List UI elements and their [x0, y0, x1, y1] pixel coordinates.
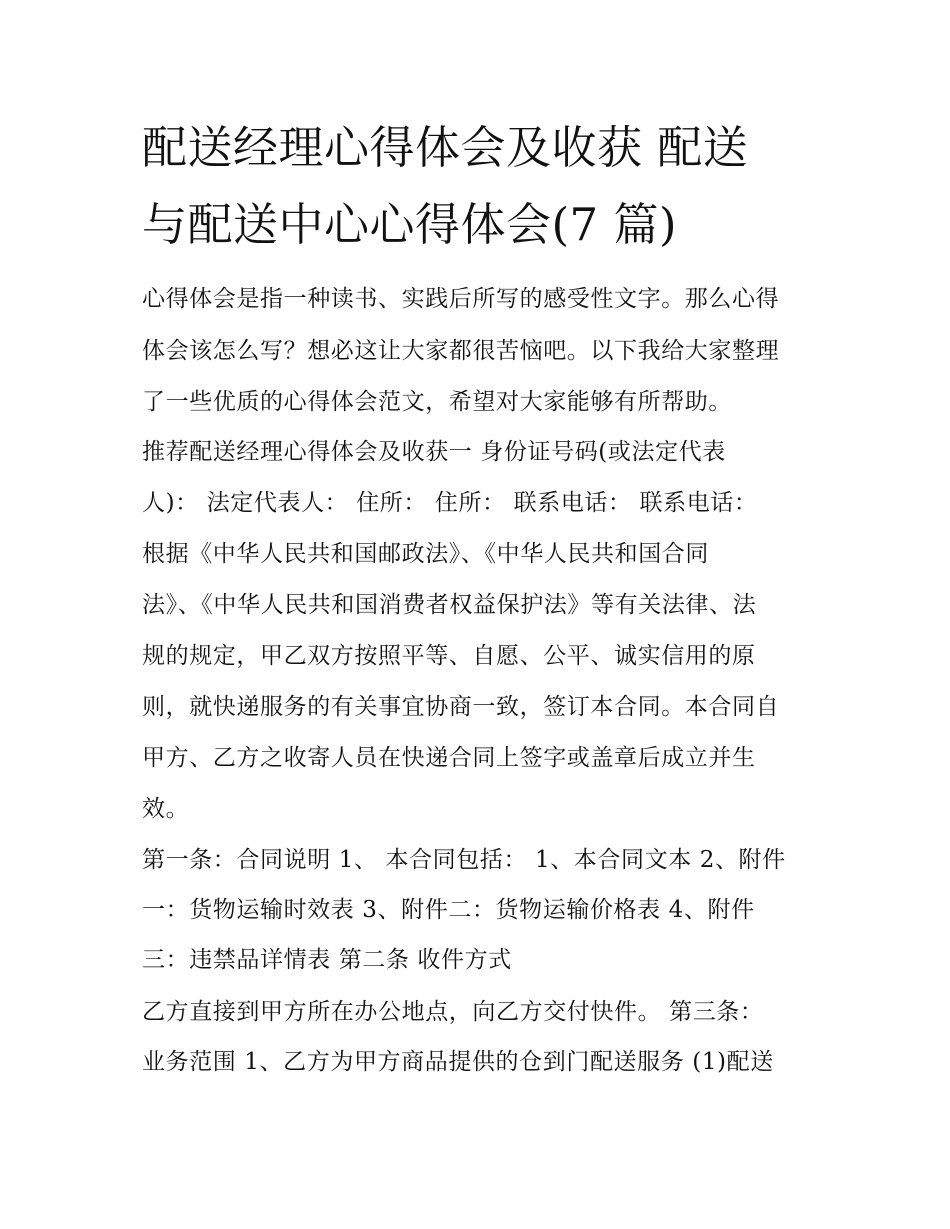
body-line-13: 一：货物运输时效表 3、附件二：货物运输价格表 4、附件: [142, 897, 755, 923]
body-line-5: 人)： 法定代表人： 住所： 住所： 联系电话： 联系电话：: [142, 490, 758, 516]
body-line-6: 根据《中华人民共和国邮政法》、《中华人民共和国合同: [142, 541, 709, 567]
body-line-10: 甲方、乙方之收寄人员在快递合同上签字或盖章后成立并生: [142, 745, 756, 771]
body-line-8: 规的规定，甲乙双方按照平等、自愿、公平、诚实信用的原: [142, 643, 756, 669]
body-line-4: 推荐配送经理心得体会及收获一 身份证号码(或法定代表: [142, 439, 726, 465]
body-line-9: 则，就快递服务的有关事宜协商一致，签订本合同。本合同自: [142, 694, 780, 720]
body-line-14: 三：违禁品详情表 第二条 收件方式: [142, 947, 512, 973]
body-line-3: 了一些优质的心得体会范文，希望对大家能够有所帮助。: [142, 389, 732, 415]
body-line-11: 效。: [142, 796, 190, 822]
body-line-7: 法》、《中华人民共和国消费者权益保护法》等有关法律、法: [142, 592, 757, 618]
body-line-1: 心得体会是指一种读书、实践后所写的感受性文字。那么心得: [142, 286, 780, 312]
body-line-16: 业务范围 1、乙方为甲方商品提供的仓到门配送服务 (1)配送: [142, 1049, 774, 1075]
document-title-line-2: 与配送中心心得体会(7 篇): [142, 198, 678, 251]
body-line-2: 体会该怎么写？想必这让大家都很苦恼吧。以下我给大家整理: [142, 338, 780, 364]
body-line-12: 第一条：合同说明 1、 本合同包括： 1、本合同文本 2、附件: [142, 847, 786, 873]
document-title-line-1: 配送经理心得体会及收获 配送: [142, 121, 749, 174]
body-line-15: 乙方直接到甲方所在办公地点，向乙方交付快件。 第三条：: [142, 999, 764, 1025]
